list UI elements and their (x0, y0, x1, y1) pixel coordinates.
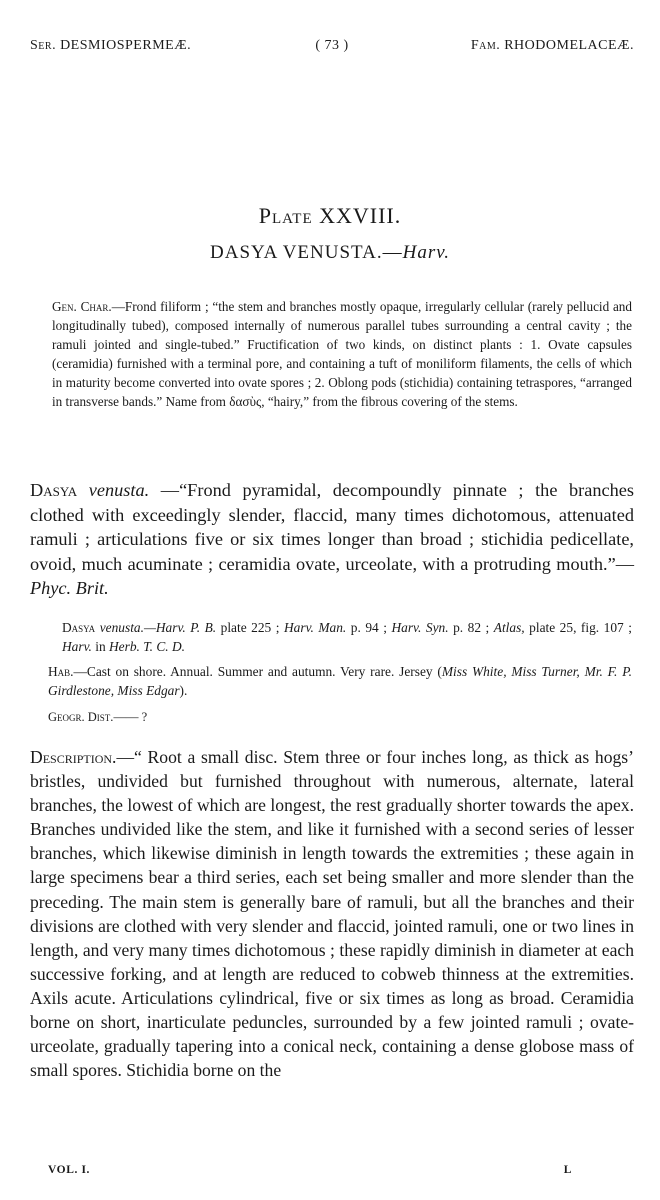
description-label: Description. (30, 747, 117, 767)
species-title (0, 242, 660, 264)
ref-4: Atlas, (493, 620, 525, 635)
habitat-label: Hab. (48, 664, 74, 679)
running-head-family: Fam. RHODOMELACEÆ. (470, 38, 634, 53)
habitat-close: ). (179, 683, 188, 698)
ref-2-detail: p. 94 ; (346, 620, 392, 635)
genus-character-text: —Frond filiform ; “the stem and branches mostly opaque, irregularly cellular (rarely pellucid and longitudinally tubed), composed internally of numerous parallel tubes surrounding a central cavity ; the ramuli jointed and single-tubed.” Fructification of two kinds, on distinct plants : 1. Ovate capsules (ceramidia) furnished with a terminal pore, and containing a tuft of moniliform filaments, the cells of which in maturity become converted into ovate spores ; 2. Oblong pods (stichidia) containing tetraspores, “arranged in transverse bands.” Name from δασὺς, “hairy,” from the fibrous covering of the stems. (52, 299, 632, 409)
ref-5: Harv. (62, 639, 92, 654)
species-diagnosis-paragraph (30, 478, 634, 601)
running-head (30, 38, 634, 62)
running-head-series: Ser. DESMIOSPERMEÆ. (30, 38, 192, 53)
plate-title: Plate XXVIII. (258, 203, 402, 228)
ref-3: Harv. Syn. (391, 620, 449, 635)
habitat-collectors: Miss White, Miss Turner, Mr. F. P. Girdlestone, Miss Edgar (48, 664, 632, 698)
references-paragraph (62, 618, 632, 656)
diagnosis-species: venusta. (88, 480, 150, 500)
ref-genus: Dasya (62, 620, 96, 635)
geogr-text: —— ? (113, 710, 148, 724)
diagnosis-text: —“Frond pyramidal, decompoundly pinnate ; the branches clothed with exceedingly slender, flaccid, many times dichotomous, attenuated ramuli ; articulations five or six times longer than broad ; stichidia pedicellate, ovoid, much acuminate ; ceramidia ovate, urceolate, with a protruding mouth.”— (30, 480, 634, 574)
species-author: Harv. (402, 242, 450, 263)
description-paragraph (30, 745, 634, 1082)
genus-character-paragraph (52, 297, 632, 411)
ref-4-detail: plate 25, fig. 107 ; (524, 620, 632, 635)
genus-character-label: Gen. Char. (52, 299, 112, 314)
ref-1-detail: plate 225 ; (216, 620, 284, 635)
ref-species: venusta. (99, 620, 144, 635)
ref-3-detail: p. 82 ; (448, 620, 494, 635)
diagnosis-source: Phyc. Brit. (30, 578, 109, 598)
habitat-text: —Cast on shore. Annual. Summer and autumn. Very rare. Jersey ( (73, 664, 442, 679)
ref-6: Herb. T. C. D. (109, 639, 186, 654)
footer-signature: L (563, 1164, 572, 1176)
habitat-paragraph (48, 662, 632, 700)
footer-volume: VOL. I. (48, 1164, 90, 1176)
page-number: ( 73 ) (315, 38, 349, 53)
geogr-label: Geogr. Dist. (48, 710, 114, 724)
description-text: —“ Root a small disc. Stem three or four inches long, as thick as hogs’ bristles, undivided but furnished throughout with numerous, alternate, lateral branches, the lowest of which are longest, the rest gradually shorter towards the apex. Branches undivided like the stem, and like it furnished with a second series of lesser branches, which likewise diminish in length towards the extremities ; these again in large specimens bear a third series, each set being smaller and more slender than the preceding. The main stem is generally bare of ramuli, but all the branches and their divisions are clothed with very slender and flaccid, jointed ramuli, one or two lines in length, and very many times dichotomous ; these rapidly diminish in diameter at each successive forking, and at length are reduced to cobweb thinness at the extremities. Axils acute. Articulations cylindrical, five or six times as long as broad. Ceramidia borne on short, inarticulate peduncles, surrounded by a few jointed ramuli ; ovate-urceolate, gradually tapering into a conical neck, containing a dense globose mass of small spores. Stichidia borne on the (30, 747, 634, 1081)
diagnosis-genus: Dasya (30, 480, 78, 500)
ref-2: Harv. Man. (284, 620, 347, 635)
species-name: DASYA VENUSTA.— (210, 242, 403, 263)
geographic-distribution (48, 708, 147, 727)
ref-1: —Harv. P. B. (143, 620, 217, 635)
ref-5-detail: in (91, 639, 109, 654)
